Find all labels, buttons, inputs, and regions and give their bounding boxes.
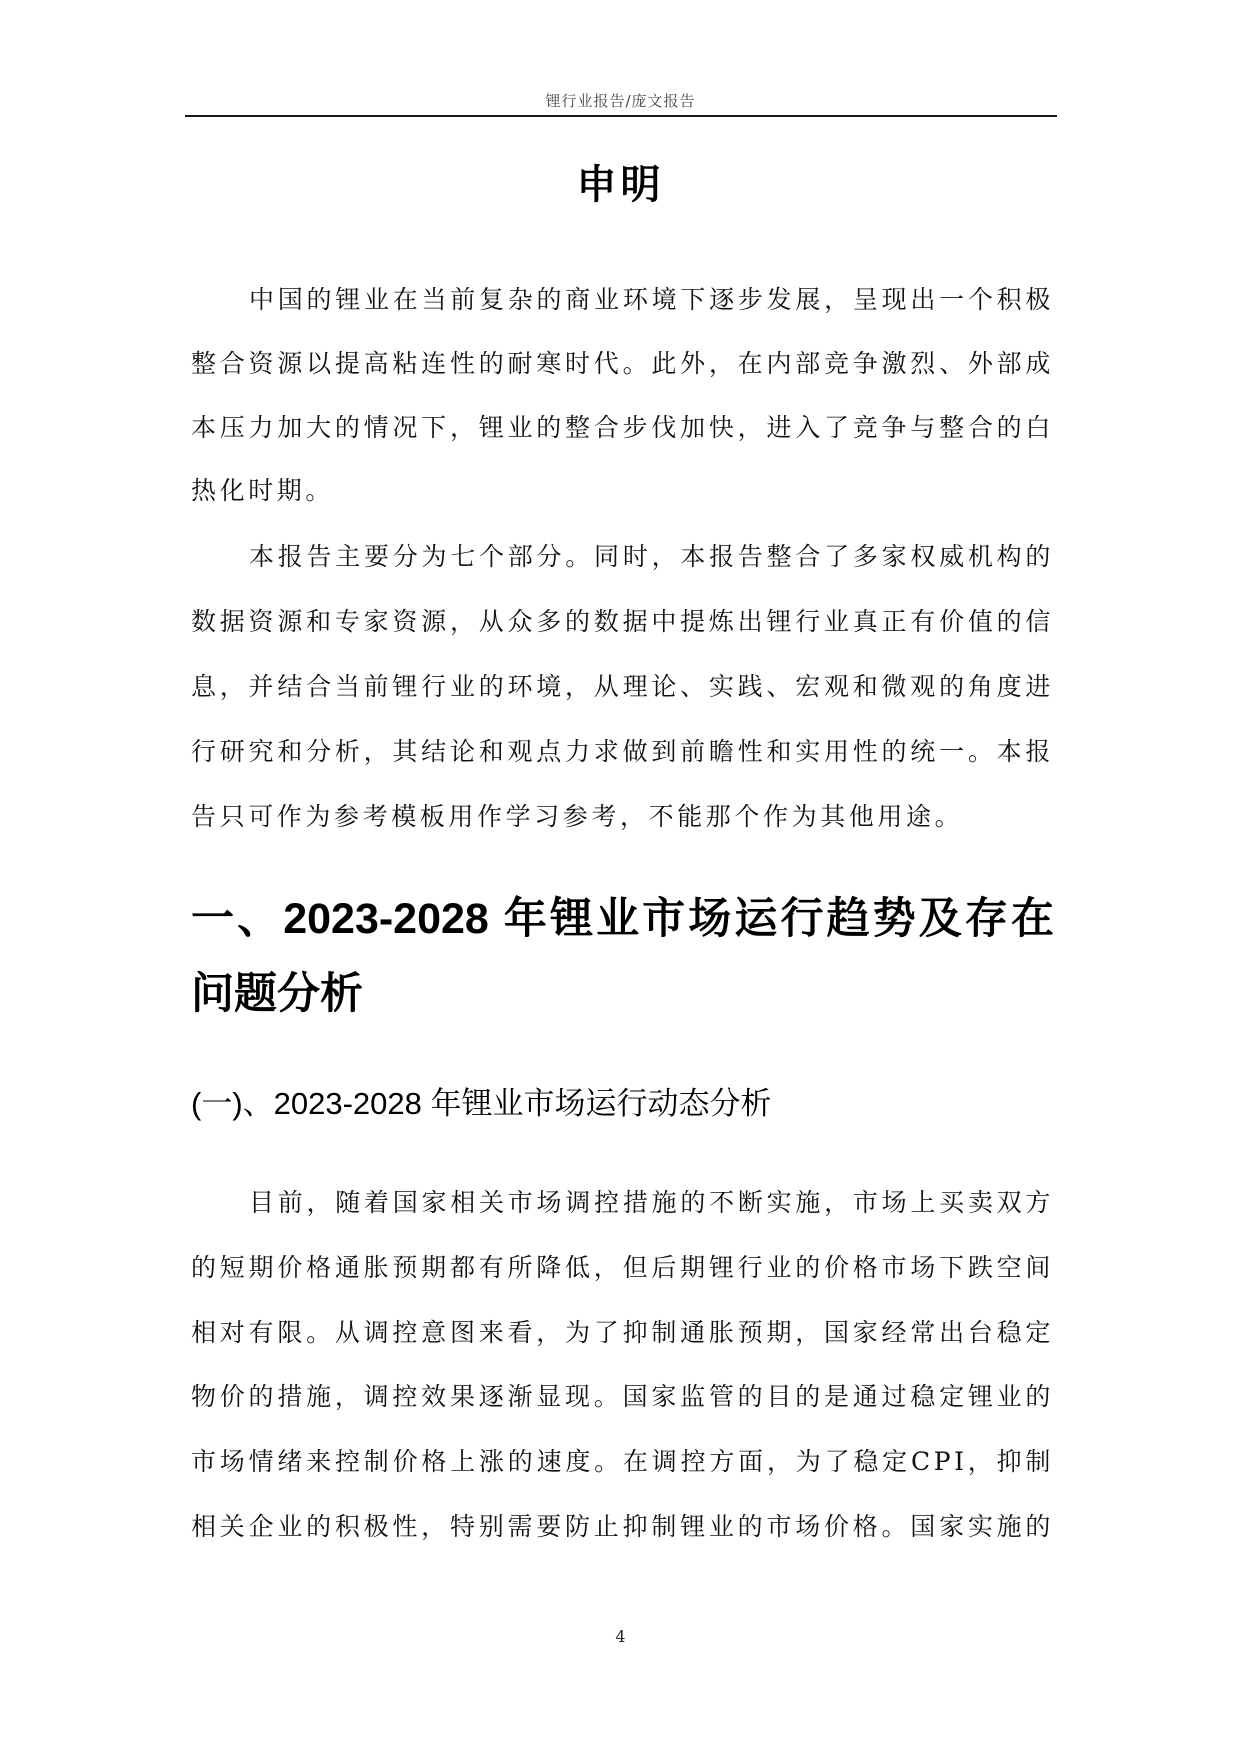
paragraph-line: 本压力加大的情况下，锂业的整合步伐加快，进入了竞争与整合的白 — [191, 413, 1054, 442]
statement-title: 申明 — [576, 162, 665, 208]
paragraph-line: 热化时期。 — [191, 476, 335, 505]
paragraph-line: 告只可作为参考模板用作学习参考，不能那个作为其他用途。 — [191, 802, 964, 831]
running-header: 锂行业报告/庞文报告 — [545, 92, 696, 110]
paragraph-line: 物价的措施，调控效果逐渐显现。国家监管的目的是通过稳定锂业的 — [191, 1382, 1054, 1411]
paragraph-line: 息，并结合当前锂行业的环境，从理论、实践、宏观和微观的角度进 — [191, 672, 1054, 701]
paragraph-line: 的短期价格通胀预期都有所降低，但后期锂行业的价格市场下跌空间 — [191, 1253, 1054, 1282]
paragraph-line: 市场情绪来控制价格上涨的速度。在调控方面，为了稳定CPI，抑制 — [191, 1447, 1054, 1476]
section-heading-line: 一、2023-2028 年锂业市场运行趋势及存在 — [191, 895, 1054, 943]
section-heading-line: 问题分析 — [191, 970, 363, 1018]
paragraph-line: 中国的锂业在当前复杂的商业环境下逐步发展，呈现出一个积极 — [249, 285, 1054, 314]
paragraph-line: 本报告主要分为七个部分。同时，本报告整合了多家权威机构的 — [249, 542, 1054, 571]
paragraph-line: 行研究和分析，其结论和观点力求做到前瞻性和实用性的统一。本报 — [191, 737, 1054, 766]
paragraph-line: 数据资源和专家资源，从众多的数据中提炼出锂行业真正有价值的信 — [191, 607, 1054, 636]
paragraph-line: 目前，随着国家相关市场调控措施的不断实施，市场上买卖双方 — [249, 1188, 1054, 1217]
subsection-heading: (一)、2023-2028 年锂业市场运行动态分析 — [191, 1086, 772, 1121]
paragraph-line: 相关企业的积极性，特别需要防止抑制锂业的市场价格。国家实施的 — [191, 1512, 1054, 1541]
header-divider — [185, 115, 1057, 117]
paragraph-line: 相对有限。从调控意图来看，为了抑制通胀预期，国家经常出台稳定 — [191, 1318, 1054, 1347]
paragraph-line: 整合资源以提高粘连性的耐寒时代。此外，在内部竞争激烈、外部成 — [191, 349, 1054, 378]
page-number: 4 — [615, 1627, 626, 1646]
